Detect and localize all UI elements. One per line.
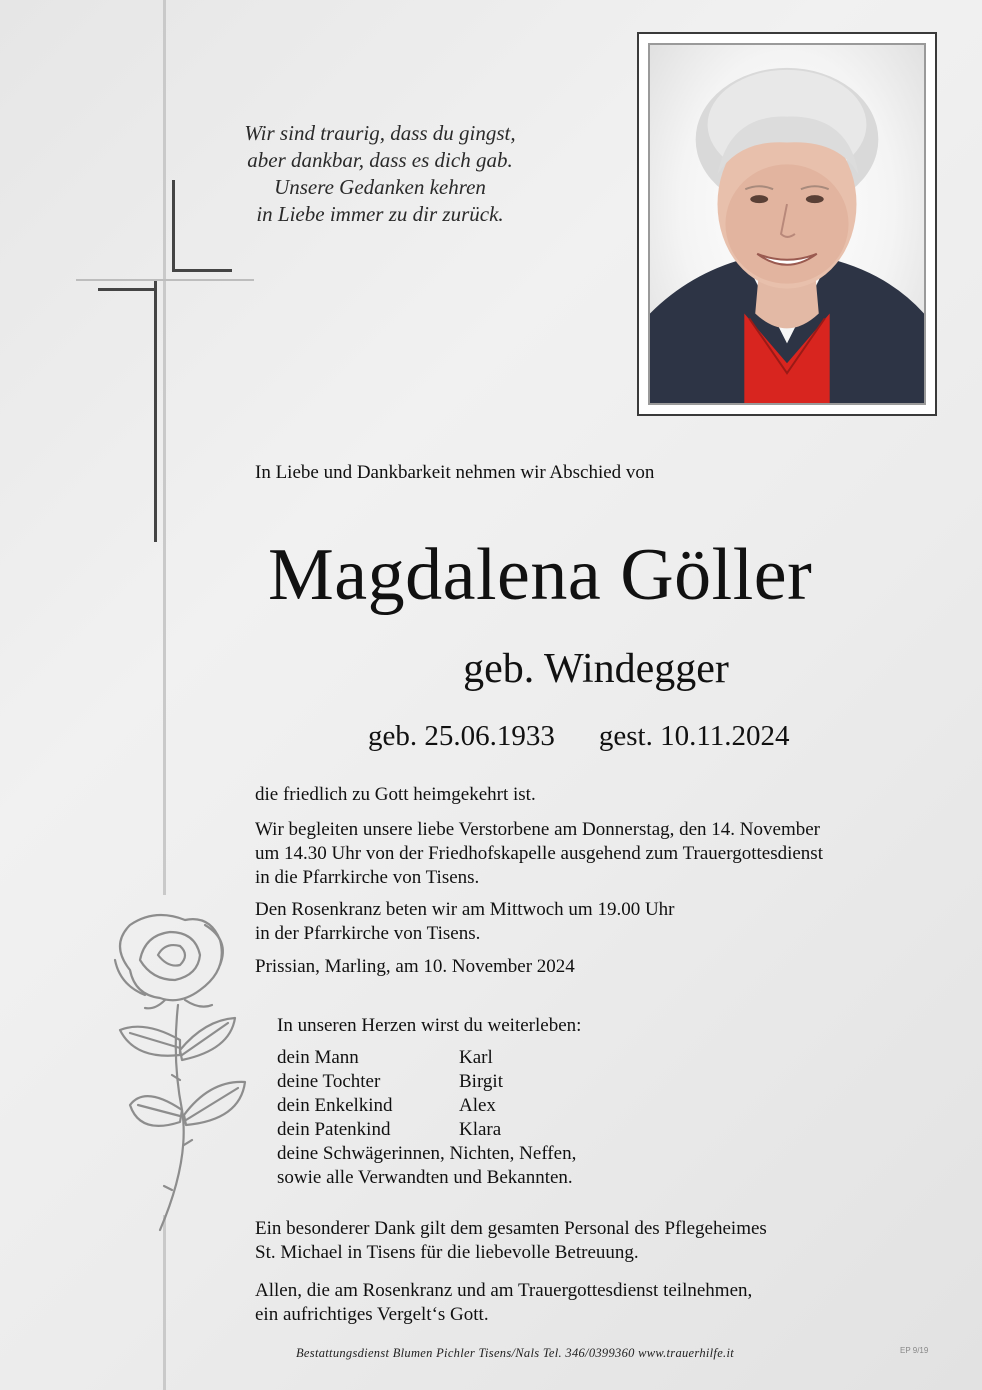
- homecoming-line: die friedlich zu Gott heimgekehrt ist.: [255, 784, 536, 805]
- poem-line: aber dankbar, dass es dich gab.: [247, 148, 513, 172]
- member-name: Birgit: [459, 1071, 503, 1092]
- family-section: [277, 1014, 581, 1190]
- family-row: [277, 1046, 581, 1070]
- homecoming-text: [255, 783, 536, 807]
- relation: dein Mann: [277, 1047, 359, 1068]
- thanks-attendees: [255, 1279, 752, 1327]
- birth-date: geb. 25.06.1933: [368, 720, 555, 752]
- funeral-home-footer: Bestattungsdienst Blumen Pichler Tisens/Nals Tel. 346/0399360 www.trauerhilfe.it: [296, 1346, 735, 1360]
- template-code: EP 9/19: [900, 1346, 929, 1355]
- poem-line: Unsere Gedanken kehren: [274, 175, 486, 199]
- poem-line: in Liebe immer zu dir zurück.: [256, 202, 504, 226]
- rose-icon: [100, 910, 255, 1240]
- relation: dein Enkelkind: [277, 1095, 393, 1116]
- relation: deine Tochter: [277, 1071, 381, 1092]
- rosary-line: Den Rosenkranz beten wir am Mittwoch um 19.00 Uhr: [255, 899, 675, 920]
- funeral-line: in die Pfarrkirche von Tisens.: [255, 867, 480, 888]
- vertical-divider: [163, 0, 166, 895]
- thanks-line: ein aufrichtiges Vergelt‘s Gott.: [255, 1304, 489, 1325]
- member-name: Alex: [459, 1095, 496, 1116]
- rosary-paragraph: [255, 898, 675, 946]
- family-row: [277, 1094, 581, 1118]
- family-heading: In unseren Herzen wirst du weiterleben:: [277, 1015, 582, 1036]
- place-date-line: Prissian, Marling, am 10. November 2024: [255, 956, 575, 977]
- family-others: deine Schwägerinnen, Nichten, Neffen,: [277, 1143, 577, 1164]
- rosary-line: in der Pfarrkirche von Tisens.: [255, 923, 481, 944]
- thanks-line: Allen, die am Rosenkranz und am Trauergottesdienst teilnehmen,: [255, 1280, 753, 1301]
- maiden-name: geb. Windegger: [463, 646, 729, 692]
- family-row: [277, 1070, 581, 1094]
- death-date: gest. 10.11.2024: [598, 720, 790, 752]
- deceased-name: Magdalena Göller: [268, 534, 813, 616]
- place-date: [255, 955, 575, 979]
- life-dates: [368, 720, 790, 753]
- family-others: sowie alle Verwandten und Bekannten.: [277, 1167, 573, 1188]
- poem: [230, 120, 530, 228]
- portrait-frame: [637, 32, 937, 416]
- thanks-staff: [255, 1217, 767, 1265]
- thanks-line: St. Michael in Tisens für die liebevolle Betreuung.: [255, 1242, 639, 1263]
- family-row: [277, 1118, 581, 1142]
- relation: dein Patenkind: [277, 1119, 391, 1140]
- funeral-paragraph: [255, 818, 823, 890]
- funeral-line: um 14.30 Uhr von der Friedhofskapelle ausgehend zum Trauergottesdienst: [255, 843, 823, 864]
- funeral-line: Wir begleiten unsere liebe Verstorbene am Donnerstag, den 14. November: [255, 819, 820, 840]
- member-name: Karl: [459, 1047, 493, 1068]
- portrait-photo: [648, 43, 926, 405]
- member-name: Klara: [459, 1119, 502, 1140]
- intro-text: In Liebe und Dankbarkeit nehmen wir Abschied von: [255, 462, 655, 483]
- thanks-line: Ein besonderer Dank gilt dem gesamten Personal des Pflegeheimes: [255, 1218, 767, 1239]
- vertical-divider-lower: [163, 1215, 166, 1390]
- poem-line: Wir sind traurig, dass du gingst,: [244, 121, 516, 145]
